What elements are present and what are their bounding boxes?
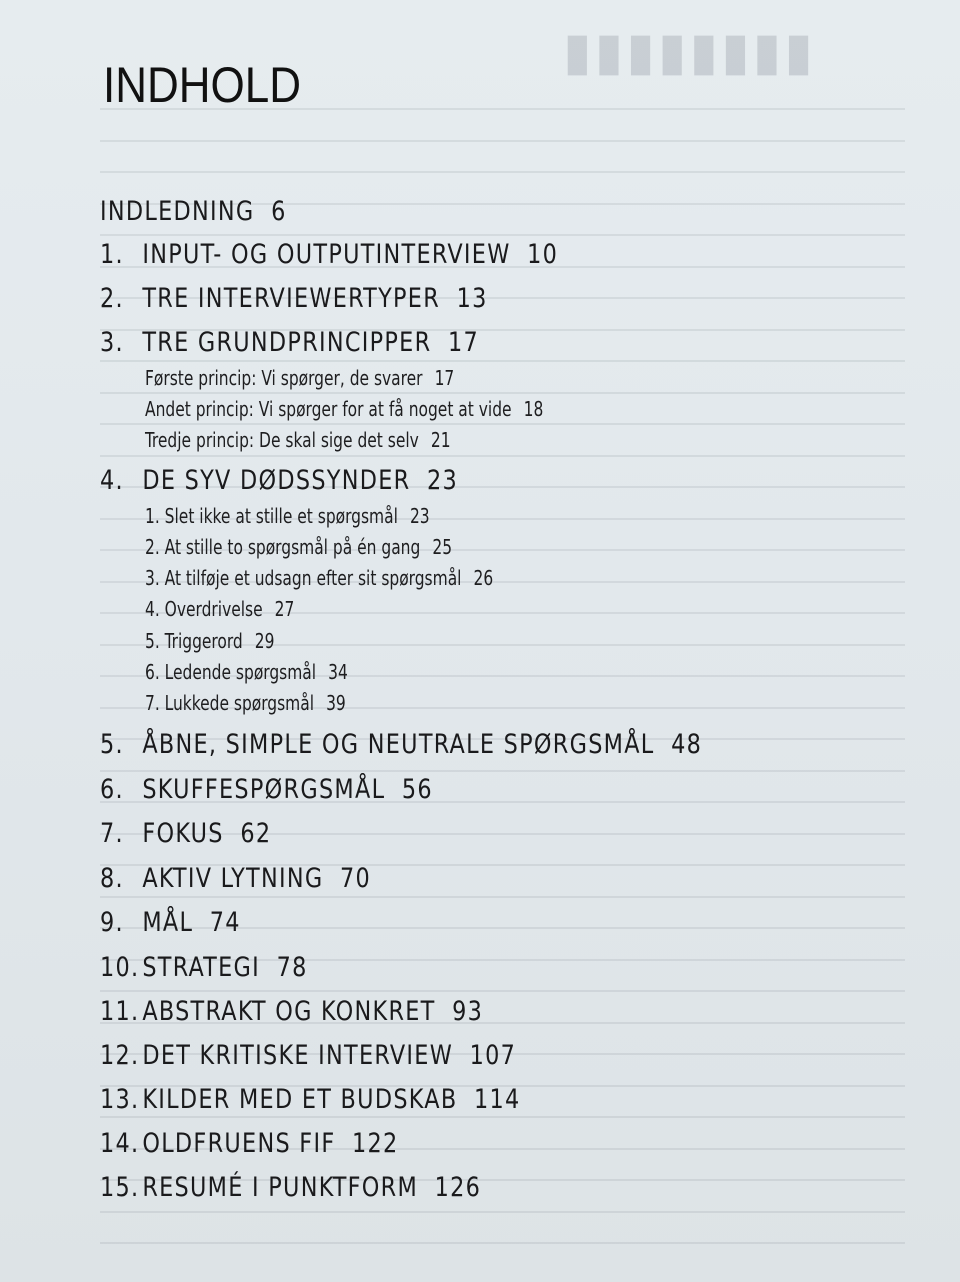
toc-number: 15. (100, 1172, 140, 1203)
toc-section (145, 504, 430, 528)
toc-label: FOKUS (142, 818, 224, 849)
toc-number: 7. (100, 818, 124, 849)
toc-number: 8. (100, 863, 124, 894)
toc-page-number: 23 (427, 465, 459, 496)
toc-chapter (100, 239, 558, 270)
toc-chapter (100, 327, 479, 358)
toc-section (145, 535, 452, 559)
toc-page-number: 6 (271, 196, 287, 227)
toc-number: 4. (100, 465, 124, 496)
toc-page-number: 107 (469, 1040, 517, 1071)
toc-number: 10. (100, 952, 140, 983)
toc-number: 9. (100, 907, 124, 938)
toc-label: 5. Triggerord (145, 629, 243, 653)
toc-section (145, 597, 294, 621)
toc-chapter (100, 996, 483, 1027)
toc-page-number: 17 (434, 366, 455, 390)
toc-section (145, 691, 346, 715)
toc-label: ABSTRAKT OG KONKRET (142, 996, 436, 1027)
toc-page-number: 48 (671, 729, 703, 760)
toc-label: TRE GRUNDPRINCIPPER (142, 327, 432, 358)
toc-page-number: 27 (274, 597, 295, 621)
toc-chapter (100, 465, 458, 496)
toc-label: RESUMÉ I PUNKTFORM (142, 1172, 419, 1203)
toc-label: AKTIV LYTNING (142, 863, 324, 894)
toc-label: STRATEGI (142, 952, 261, 983)
toc-label: OLDFRUENS FIF (142, 1128, 336, 1159)
toc-label: KILDER MED ET BUDSKAB (142, 1084, 458, 1115)
toc-section (145, 397, 543, 421)
toc-label: Andet princip: Vi spørger for at få noget at vide (145, 397, 512, 421)
toc-page-number: 17 (447, 327, 479, 358)
toc-label: INDLEDNING (100, 196, 255, 227)
toc-label: 6. Ledende spørgsmål (145, 660, 317, 684)
toc-label: 7. Lukkede spørgsmål (145, 691, 315, 715)
toc-chapter (100, 1128, 399, 1159)
toc-number: 12. (100, 1040, 140, 1071)
toc-page-number: 18 (523, 397, 544, 421)
toc-section (145, 660, 348, 684)
toc-chapter (100, 818, 271, 849)
toc-label: Tredje princip: De skal sige det selv (145, 428, 419, 452)
toc-page-number: 23 (409, 504, 430, 528)
toc-chapter (100, 283, 488, 314)
toc-page-number: 62 (240, 818, 272, 849)
toc-page-number: 74 (209, 907, 241, 938)
toc-page-number: 70 (340, 863, 372, 894)
toc-label: 4. Overdrivelse (145, 597, 263, 621)
toc-label: ÅBNE, SIMPLE OG NEUTRALE SPØRGSMÅL (142, 729, 655, 760)
toc-label: DET KRITISKE INTERVIEW (142, 1040, 454, 1071)
toc-page-number: 25 (432, 535, 453, 559)
toc-number: 6. (100, 774, 124, 805)
bleed-heading-shape: ▮▮▮▮▮▮▮▮ (560, 23, 813, 81)
toc-page-number: 29 (254, 629, 275, 653)
toc-label: DE SYV DØDSSYNDER (142, 465, 411, 496)
toc-number: 14. (100, 1128, 140, 1159)
toc-page-number: 13 (456, 283, 488, 314)
toc-label: TRE INTERVIEWERTYPER (142, 283, 441, 314)
toc-page-number: 126 (434, 1172, 482, 1203)
toc-section (145, 366, 454, 390)
toc-chapter (100, 907, 241, 938)
toc-section (145, 428, 451, 452)
toc-label: 3. At tilføje et udsagn efter sit spørgsmål (145, 566, 462, 590)
toc-page-number: 56 (401, 774, 433, 805)
toc-chapter (100, 774, 433, 805)
toc-chapter (100, 196, 287, 227)
toc-page-number: 114 (474, 1084, 521, 1115)
toc-section (145, 566, 493, 590)
toc-page-number: 26 (473, 566, 494, 590)
toc-page-number: 93 (452, 996, 484, 1027)
toc-chapter (100, 863, 371, 894)
toc-chapter (100, 1084, 521, 1115)
page-title: INDHOLD (103, 56, 302, 113)
toc-page-number: 122 (352, 1128, 399, 1159)
toc-number: 13. (100, 1084, 140, 1115)
toc-label: 1. Slet ikke at stille et spørgsmål (145, 504, 398, 528)
toc-page-number: 10 (527, 239, 559, 270)
toc-label: Første princip: Vi spørger, de svarer (145, 366, 423, 390)
toc-page-number: 78 (276, 952, 308, 983)
toc-chapter (100, 1040, 516, 1071)
toc-label: INPUT- OG OUTPUTINTERVIEW (142, 239, 511, 270)
toc-label: MÅL (142, 907, 194, 938)
toc-chapter (100, 952, 308, 983)
toc-label: 2. At stille to spørgsmål på én gang (145, 535, 421, 559)
toc-chapter (100, 729, 702, 760)
toc-number: 2. (100, 283, 124, 314)
toc-chapter (100, 1172, 481, 1203)
toc-page-number: 34 (328, 660, 348, 684)
toc-page-number: 21 (430, 428, 451, 452)
toc-label: SKUFFESPØRGSMÅL (142, 774, 386, 805)
toc-number: 11. (100, 996, 140, 1027)
toc-number: 1. (100, 239, 124, 270)
toc-number: 5. (100, 729, 124, 760)
toc-number: 3. (100, 327, 124, 358)
toc-section (145, 629, 274, 653)
toc-page-number: 39 (326, 691, 346, 715)
